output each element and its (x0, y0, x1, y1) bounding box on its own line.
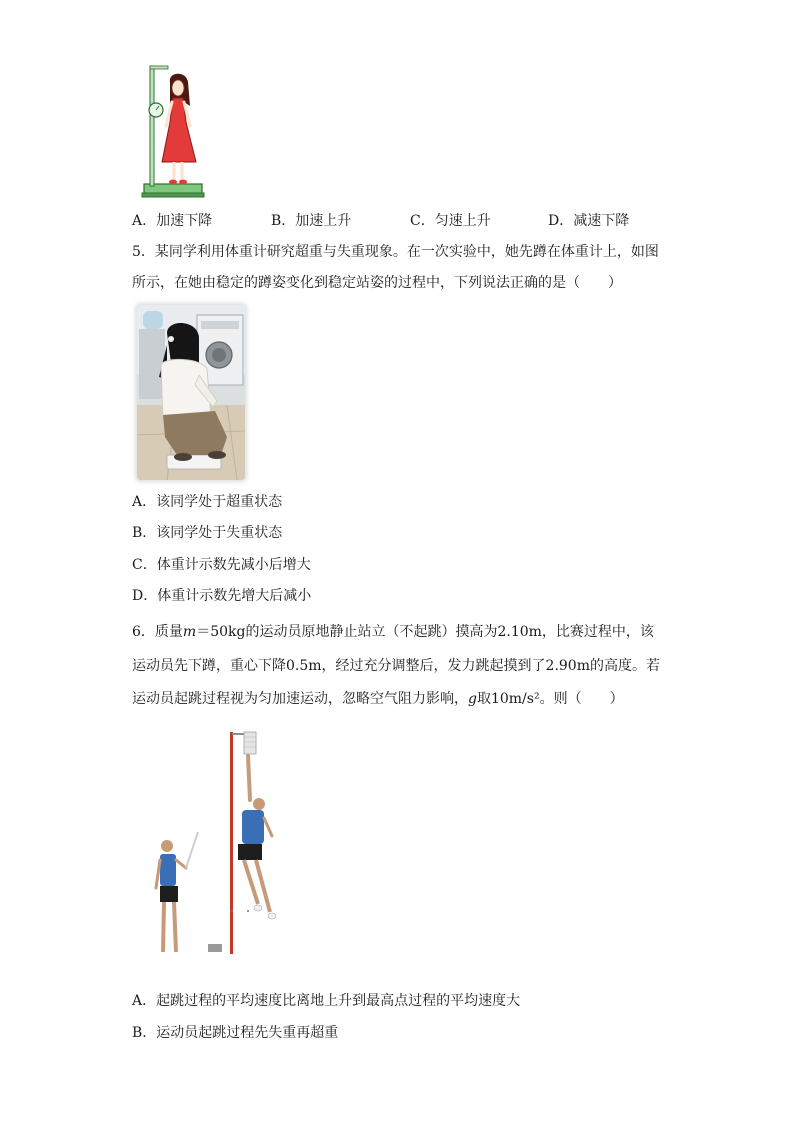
q6-text: ，经过充分调整后，发力跳起摸到了 (321, 658, 546, 674)
q5-option-a: A．该同学处于超重状态 (132, 494, 283, 510)
standing-reach-value: 2.10m (497, 624, 542, 640)
q6-stem-line-3 (132, 689, 624, 709)
q6-text: 取 (476, 691, 491, 707)
gravity-symbol: g (468, 691, 477, 707)
jump-reach-figure (150, 728, 290, 956)
q4-option-c: C．匀速上升 (410, 213, 491, 229)
q5-option-b: B．该同学处于失重状态 (132, 525, 283, 541)
squat-depth-value: 0.5m (286, 658, 322, 674)
q6-stem-line-2 (132, 656, 660, 676)
q6-text: ，比赛过程中，该 (541, 624, 654, 640)
q6-text: 运动员先下蹲，重心下降 (132, 658, 286, 674)
girl-on-scale-figure (140, 62, 208, 202)
q6-text: 。则（ ） (539, 691, 624, 707)
squatting-girl-photo (137, 305, 245, 480)
q6-text: 的高度。若 (590, 658, 660, 674)
q5-option-d: D．体重计示数先增大后减小 (132, 588, 312, 604)
q6-text: 运动员起跳过程视为匀加速运动，忽略空气阻力影响， (132, 691, 468, 707)
jump-reach-value: 2.90m (545, 658, 590, 674)
q4-option-d: D．减速下降 (548, 213, 630, 229)
mass-symbol: m (182, 624, 197, 640)
q5-stem-line-1: 5．某同学利用体重计研究超重与失重现象。在一次实验中，她先蹲在体重计上，如图 (132, 244, 659, 260)
q6-text: 6．质量 (132, 624, 183, 640)
gravity-value: 10m/s² (490, 691, 540, 707)
q4-options (132, 211, 652, 231)
q6-stem-line-1 (132, 622, 654, 642)
q6-text: 的运动员原地静止站立（不起跳）摸高为 (245, 624, 498, 640)
mass-value: ＝50kg (196, 624, 246, 640)
q6-option-b: B．运动员起跳过程先失重再超重 (132, 1025, 339, 1041)
q6-option-a: A．起跳过程的平均速度比离地上升到最高点过程的平均速度大 (132, 993, 521, 1009)
q5-stem-line-2: 所示，在她由稳定的蹲姿变化到稳定站姿的过程中，下列说法正确的是（ ） (132, 275, 622, 291)
q5-option-c: C．体重计示数先减小后增大 (132, 557, 311, 573)
q4-option-b: B．加速上升 (271, 213, 352, 229)
q4-option-a: A．加速下降 (132, 213, 213, 229)
